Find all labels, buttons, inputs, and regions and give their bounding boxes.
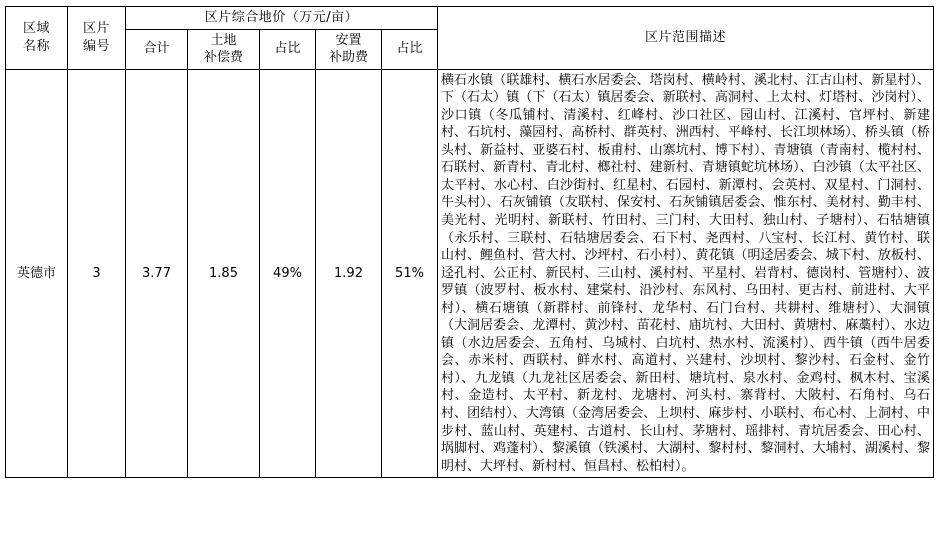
header-percentage-land: 占比 <box>260 29 316 69</box>
header-land-compensation-line2: 补偿费 <box>203 50 243 66</box>
header-resettlement-subsidy-line1: 安置 <box>335 32 362 48</box>
table-row <box>6 69 934 478</box>
header-area-name-line2: 名称 <box>22 38 50 54</box>
cell-block-code: 3 <box>68 69 126 478</box>
cell-scope-description: 横石水镇（联雄村、横石水居委会、塔岗村、横岭村、溪北村、江古山村、新星村）、下（石太）镇（下（石太）镇居委会、新联村、高洞村、上太村、灯塔村、沙岗村）、沙口镇（冬瓜铺村、清溪村、红峰村、沙口社区、园山村、江溪村、官坪村、新建村、石坑村、藻园村、高桥村、群英村、洲西村、平峰村、长江坝林场）、桥头镇（桥头村、新益村、亚婆石村、板甫村、山寨坑村、博下村）、青塘镇（青南村、榄村村、石联村、新青村、青北村、榔社村、建新村、青塘镇蛇坑林场）、白沙镇（太平社区、太平村、水心村、白沙街村、红星村、石园村、新潭村、会英村、双星村、门洞村、牛头村）、石灰铺镇（友联村、保安村、石灰铺镇居委会、惟东村、美材村、勤丰村、美光村、光明村、新联村、竹田村、三门村、大田村、独山村、子塘村）、石牯塘镇（永乐村、三联村、石牯塘居委会、石下村、尧西村、八宝村、长江村、黄竹村、联山村、鲤鱼村、营大村、沙坪村、石小村）、黄花镇（明迳居委会、城下村、放板村、迳孔村、公正村、新民村、三山村、溪村村、平星村、岩背村、德岗村、管塘村）、波罗镇（波罗村、板水村、建棠村、沿沙村、东风村、乌田村、更古村、前进村、大平村）、横石塘镇（新群村、前锋村、龙华村、石门台村、共耕村、维塘村）、大洞镇（大洞居委会、龙潭村、黄沙村、苗花村、庙坑村、大田村、黄塘村、麻藁村）、水边镇（水边居委会、五角村、乌城村、白坑村、热水村、流溪村）、西牛镇（西牛居委会、赤米村、西联村、鲜水村、高道村、兴建村、沙坝村、黎沙村、石金村、金竹村）、九龙镇（九龙社区居委会、新田村、塘坑村、泉水村、金鸡村、枫木村、宝溪村、金造村、太平村、新龙村、龙塘村、河头村、寨背村、大陂村、石角村、乌石村、团结村）、大湾镇（金湾居委会、上坝村、麻步村、小联村、布心村、上洞村、中步村、蓝山村、英建村、古道村、长山村、茅塘村、瑶排村、青坑居委会、田心村、埚脚村、鸡蓬村）、黎溪镇（铁溪村、大湖村、黎村村、黎洞村、大埔村、湖溪村、黎明村、大坪村、新村村、恒昌村、松柏村）。 <box>438 69 934 478</box>
cell-percentage-resettlement: 51% <box>382 69 438 478</box>
cell-total: 3.77 <box>126 69 188 478</box>
header-land-compensation-line1: 土地 <box>210 32 237 48</box>
land-price-table <box>5 6 934 478</box>
cell-land-compensation: 1.85 <box>188 69 260 478</box>
header-area-name <box>6 7 68 70</box>
cell-percentage-land: 49% <box>260 69 316 478</box>
header-percentage-resettlement: 占比 <box>382 29 438 69</box>
header-resettlement-subsidy <box>316 29 382 69</box>
header-block-code <box>68 7 126 70</box>
header-area-name-line1: 区域 <box>22 21 50 37</box>
cell-resettlement-subsidy: 1.92 <box>316 69 382 478</box>
header-block-code-line2: 编号 <box>82 38 110 54</box>
header-scope-description: 区片范围描述 <box>438 7 934 70</box>
header-total: 合计 <box>126 29 188 69</box>
table-header-row-1 <box>6 7 934 30</box>
header-land-compensation <box>188 29 260 69</box>
header-group-price: 区片综合地价（万元/亩） <box>126 7 438 30</box>
cell-area-name: 英德市 <box>6 69 68 478</box>
header-resettlement-subsidy-line2: 补助费 <box>328 50 368 66</box>
header-block-code-line1: 区片 <box>82 21 110 37</box>
